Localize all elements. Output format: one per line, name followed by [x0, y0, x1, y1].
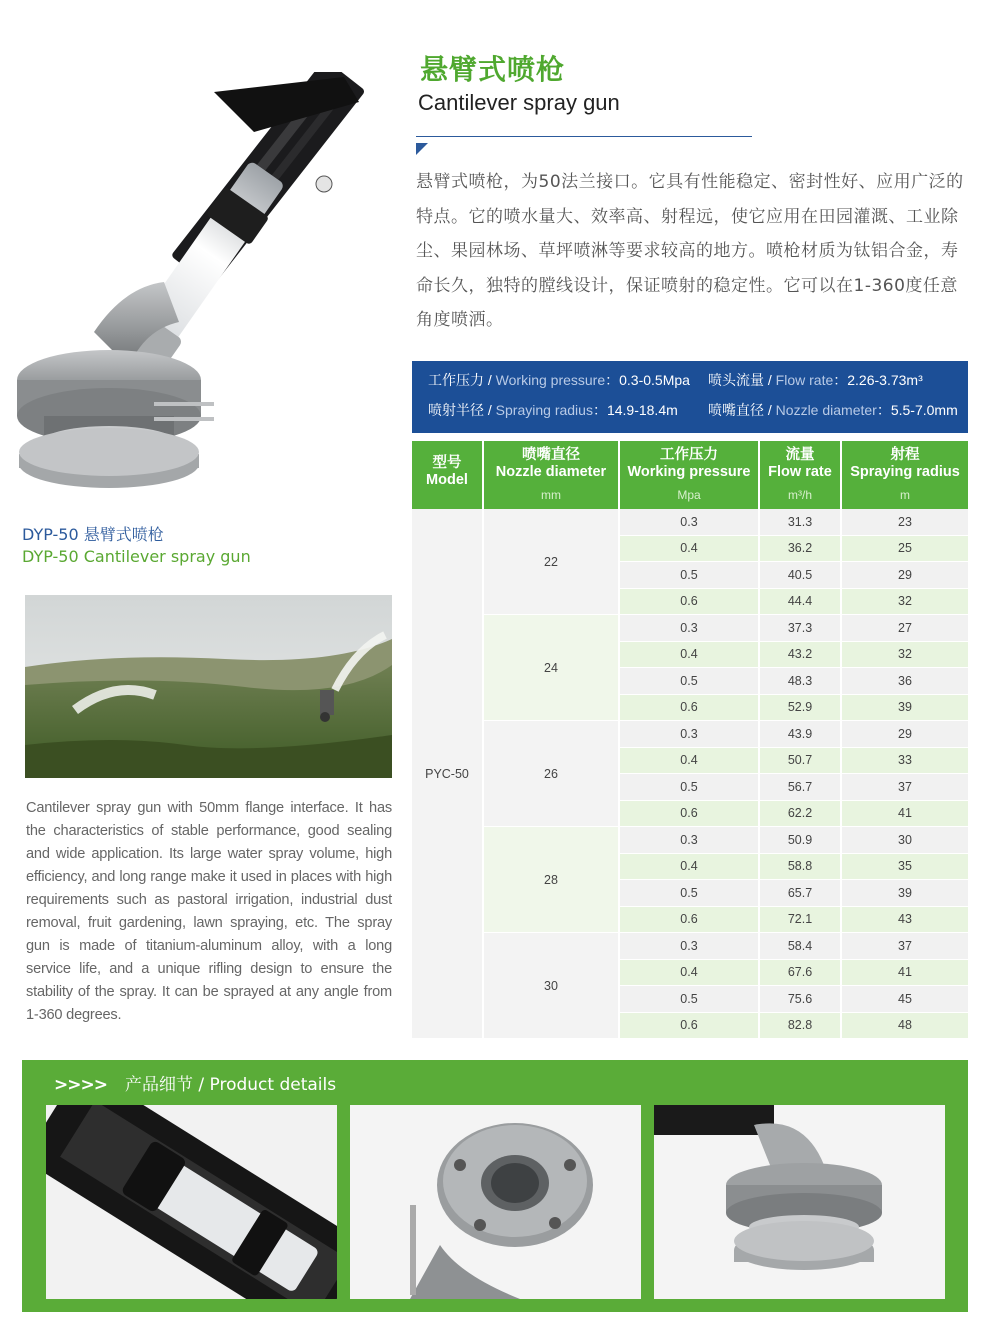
- product-details-section: [22, 1060, 968, 1312]
- cell-spraying-radius: 29: [842, 721, 968, 748]
- spec-summary-box: [412, 361, 968, 433]
- spec-nozzle: 喷嘴直径 / Nozzle diameter：5.5-7.0mm: [708, 402, 958, 418]
- cell-spraying-radius: 39: [842, 695, 968, 722]
- product-caption-cn: DYP-50 悬臂式喷枪: [22, 525, 164, 544]
- cell-flow-rate: 52.9: [760, 695, 842, 722]
- cell-spraying-radius: 36: [842, 668, 968, 695]
- header-model-cn: 型号: [432, 455, 462, 471]
- detail-photo-arm: [46, 1105, 337, 1299]
- spec-radius: 喷射半径 / Spraying radius：14.9-18.4m: [428, 402, 678, 418]
- title-divider: [416, 136, 752, 137]
- table-header-row: [412, 441, 968, 509]
- cell-working-pressure: 0.4: [620, 748, 760, 775]
- cell-flow-rate: 58.4: [760, 933, 842, 960]
- cell-flow-rate: 37.3: [760, 615, 842, 642]
- cell-working-pressure: 0.6: [620, 589, 760, 616]
- cell-spraying-radius: 23: [842, 509, 968, 536]
- cell-flow-rate: 43.9: [760, 721, 842, 748]
- cell-flow-rate: 48.3: [760, 668, 842, 695]
- performance-table: [412, 441, 968, 1039]
- header-pressure-en: Working pressure: [627, 463, 751, 480]
- cell-nozzle-diameter: 28: [484, 827, 620, 933]
- header-pressure-unit: Mpa: [677, 487, 701, 502]
- cell-flow-rate: 43.2: [760, 642, 842, 669]
- cell-nozzle-diameter: 26: [484, 721, 620, 827]
- cell-nozzle-diameter: 22: [484, 509, 620, 615]
- cell-flow-rate: 75.6: [760, 986, 842, 1013]
- description-en: Cantilever spray gun with 50mm flange interface. It has the characteristics of stable performance, good sealing and wide application. Its large water spray volume, high efficiency, and long range make it used in places with high requirements such as pastoral irrigation, industrial dust removal, fruit gardening, lawn spraying, etc. The spray gun is made of titanium-aluminum alloy, with a long service life, and a unique rifling design to ensure the stability of the spray. It can be sprayed at any angle from 1-360 degrees.: [26, 800, 392, 1023]
- header-radius: [842, 441, 968, 509]
- cell-flow-rate: 50.7: [760, 748, 842, 775]
- cell-flow-rate: 44.4: [760, 589, 842, 616]
- spec-flow-en: Flow rate: [775, 372, 834, 388]
- spec-nozzle-en: Nozzle diameter: [775, 402, 877, 418]
- header-flow-en: Flow rate: [768, 463, 832, 480]
- cell-working-pressure: 0.5: [620, 562, 760, 589]
- table-row: [412, 509, 968, 536]
- cell-nozzle-diameter: 30: [484, 933, 620, 1039]
- cell-spraying-radius: 39: [842, 880, 968, 907]
- cell-spraying-radius: 37: [842, 933, 968, 960]
- spec-nozzle-value: 5.5-7.0mm: [890, 402, 958, 418]
- table-row: [412, 933, 968, 960]
- cell-working-pressure: 0.5: [620, 880, 760, 907]
- cell-spraying-radius: 30: [842, 827, 968, 854]
- header-flow-unit: m³/h: [788, 487, 812, 502]
- cell-flow-rate: 58.8: [760, 854, 842, 881]
- cell-nozzle-diameter: 24: [484, 615, 620, 721]
- header-radius-cn: 射程: [890, 446, 920, 463]
- spec-radius-value: 14.9-18.4m: [606, 402, 678, 418]
- cell-spraying-radius: 48: [842, 1013, 968, 1040]
- cell-spraying-radius: 33: [842, 748, 968, 775]
- cell-flow-rate: 62.2: [760, 801, 842, 828]
- table-row: [412, 721, 968, 748]
- header-pressure-cn: 工作压力: [660, 446, 718, 463]
- header-radius-en: Spraying radius: [850, 463, 960, 480]
- cell-flow-rate: 56.7: [760, 774, 842, 801]
- cell-working-pressure: 0.3: [620, 721, 760, 748]
- detail-photo-flange: [350, 1105, 641, 1299]
- title-corner-marker: [416, 143, 428, 155]
- header-flow-cn: 流量: [785, 446, 815, 463]
- header-nozzle-cn: 喷嘴直径: [522, 446, 580, 463]
- cell-working-pressure: 0.6: [620, 695, 760, 722]
- cell-working-pressure: 0.3: [620, 509, 760, 536]
- spec-radius-cn: 喷射半径: [428, 402, 484, 418]
- spec-pressure-value: 0.3-0.5Mpa: [619, 372, 690, 388]
- header-nozzle-unit: mm: [541, 487, 561, 502]
- header-nozzle-en: Nozzle diameter: [495, 463, 607, 480]
- cell-spraying-radius: 41: [842, 960, 968, 987]
- cell-working-pressure: 0.4: [620, 536, 760, 563]
- cell-working-pressure: 0.6: [620, 801, 760, 828]
- spec-pressure-en: Working pressure: [495, 372, 606, 388]
- cell-spraying-radius: 35: [842, 854, 968, 881]
- cell-working-pressure: 0.3: [620, 827, 760, 854]
- spec-flow-cn: 喷头流量: [708, 372, 764, 388]
- detail-photo-base: [654, 1105, 945, 1299]
- spec-flow: 喷头流量 / Flow rate：2.26-3.73m³: [708, 372, 923, 388]
- cell-spraying-radius: 45: [842, 986, 968, 1013]
- field-irrigation-photo: [25, 595, 392, 778]
- cell-working-pressure: 0.5: [620, 986, 760, 1013]
- cell-spraying-radius: 29: [842, 562, 968, 589]
- cell-working-pressure: 0.3: [620, 615, 760, 642]
- cell-working-pressure: 0.5: [620, 774, 760, 801]
- cell-model: PYC-50: [412, 509, 484, 1039]
- cell-working-pressure: 0.4: [620, 854, 760, 881]
- description-cn: 悬臂式喷枪，为50法兰接口。它具有性能稳定、密封性好、应用广泛的特点。它的喷水量大、效率高、射程远，使它应用在田园灌溉、工业除尘、果园林场、草坪喷淋等要求较高的地方。喷枪材质为钛铝合金，寿命长久，独特的膛线设计，保证喷射的稳定性。它可以在1-360度任意角度喷洒。: [416, 172, 964, 330]
- cell-working-pressure: 0.5: [620, 668, 760, 695]
- cell-flow-rate: 65.7: [760, 880, 842, 907]
- table-row: [412, 615, 968, 642]
- spec-radius-en: Spraying radius: [495, 402, 593, 418]
- cell-flow-rate: 40.5: [760, 562, 842, 589]
- cell-working-pressure: 0.4: [620, 642, 760, 669]
- table-body: [412, 509, 968, 1039]
- cell-working-pressure: 0.3: [620, 933, 760, 960]
- details-title: [54, 1070, 336, 1095]
- cell-spraying-radius: 32: [842, 589, 968, 616]
- cell-working-pressure: 0.4: [620, 960, 760, 987]
- details-title-text: 产品细节 / Product details: [124, 1075, 337, 1095]
- cell-spraying-radius: 27: [842, 615, 968, 642]
- header-model-en: Model: [426, 472, 468, 488]
- header-pressure: [620, 441, 760, 509]
- spec-flow-value: 2.26-3.73m³: [847, 372, 923, 388]
- spec-pressure-cn: 工作压力: [428, 372, 484, 388]
- cell-spraying-radius: 43: [842, 907, 968, 934]
- header-nozzle: [484, 441, 620, 509]
- header-flow: [760, 441, 842, 509]
- product-caption-en: DYP-50 Cantilever spray gun: [22, 547, 251, 566]
- header-radius-unit: m: [900, 487, 910, 502]
- cell-working-pressure: 0.6: [620, 907, 760, 934]
- spec-nozzle-cn: 喷嘴直径: [708, 402, 764, 418]
- cell-flow-rate: 31.3: [760, 509, 842, 536]
- page-title-cn: 悬臂式喷枪: [420, 53, 566, 86]
- header-model: [412, 441, 484, 509]
- cell-flow-rate: 36.2: [760, 536, 842, 563]
- cell-flow-rate: 72.1: [760, 907, 842, 934]
- spray-gun-product-photo: [14, 72, 374, 492]
- cell-spraying-radius: 25: [842, 536, 968, 563]
- cell-flow-rate: 50.9: [760, 827, 842, 854]
- table-row: [412, 827, 968, 854]
- cell-working-pressure: 0.6: [620, 1013, 760, 1040]
- cell-flow-rate: 82.8: [760, 1013, 842, 1040]
- spec-pressure: 工作压力 / Working pressure：0.3-0.5Mpa: [428, 372, 690, 388]
- cell-spraying-radius: 32: [842, 642, 968, 669]
- cell-spraying-radius: 41: [842, 801, 968, 828]
- cell-flow-rate: 67.6: [760, 960, 842, 987]
- cell-spraying-radius: 37: [842, 774, 968, 801]
- page-title-en: Cantilever spray gun: [418, 90, 620, 115]
- details-arrows-icon: >>>>: [54, 1075, 107, 1095]
